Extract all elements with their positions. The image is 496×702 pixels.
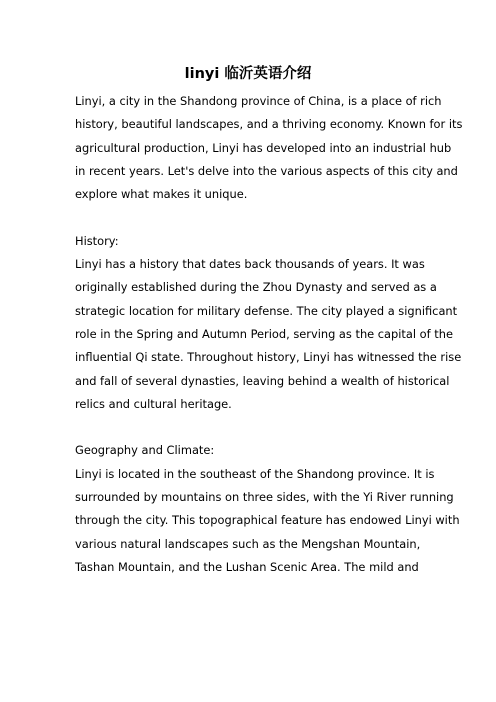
body-line: agricultural production, Linyi has developed into an industrial hub xyxy=(75,140,452,155)
body-line: Tashan Mountain, and the Lushan Scenic Area. The mild and xyxy=(75,559,419,574)
body-line: influential Qi state. Throughout history, Linyi has witnessed the rise xyxy=(75,350,462,365)
body-line: surrounded by mountains on three sides, with the Yi River running xyxy=(75,490,454,505)
body-line: and fall of several dynasties, leaving behind a wealth of historical xyxy=(75,373,450,388)
body-line: various natural landscapes such as the Mengshan Mountain, xyxy=(75,536,421,551)
section-heading-geography: Geography and Climate: xyxy=(75,443,215,458)
blank-line xyxy=(75,416,427,439)
blank-line xyxy=(75,206,427,229)
body-line: role in the Spring and Autumn Period, serving as the capital of the xyxy=(75,326,453,341)
body-line: Linyi has a history that dates back thousands of years. It was xyxy=(75,257,425,272)
document-title: linyi 临沂英语介绍 xyxy=(184,66,312,82)
section-heading-history: History: xyxy=(75,233,119,248)
body-line: originally established during the Zhou Dynasty and served as a xyxy=(75,280,437,295)
document-body xyxy=(75,90,463,579)
body-line: explore what makes it unique. xyxy=(75,187,248,202)
body-line: in recent years. Let's delve into the various aspects of this city and xyxy=(75,163,458,178)
body-line: history, beautiful landscapes, and a thriving economy. Known for its xyxy=(75,117,463,132)
body-line: relics and cultural heritage. xyxy=(75,396,232,411)
body-line: Linyi is located in the southeast of the Shandong province. It is xyxy=(75,466,435,481)
body-line: Linyi, a city in the Shandong province of China, is a place of rich xyxy=(75,94,442,108)
body-line: through the city. This topographical feature has endowed Linyi with xyxy=(75,513,460,528)
body-line: strategic location for military defense. The city played a significant xyxy=(75,303,458,318)
